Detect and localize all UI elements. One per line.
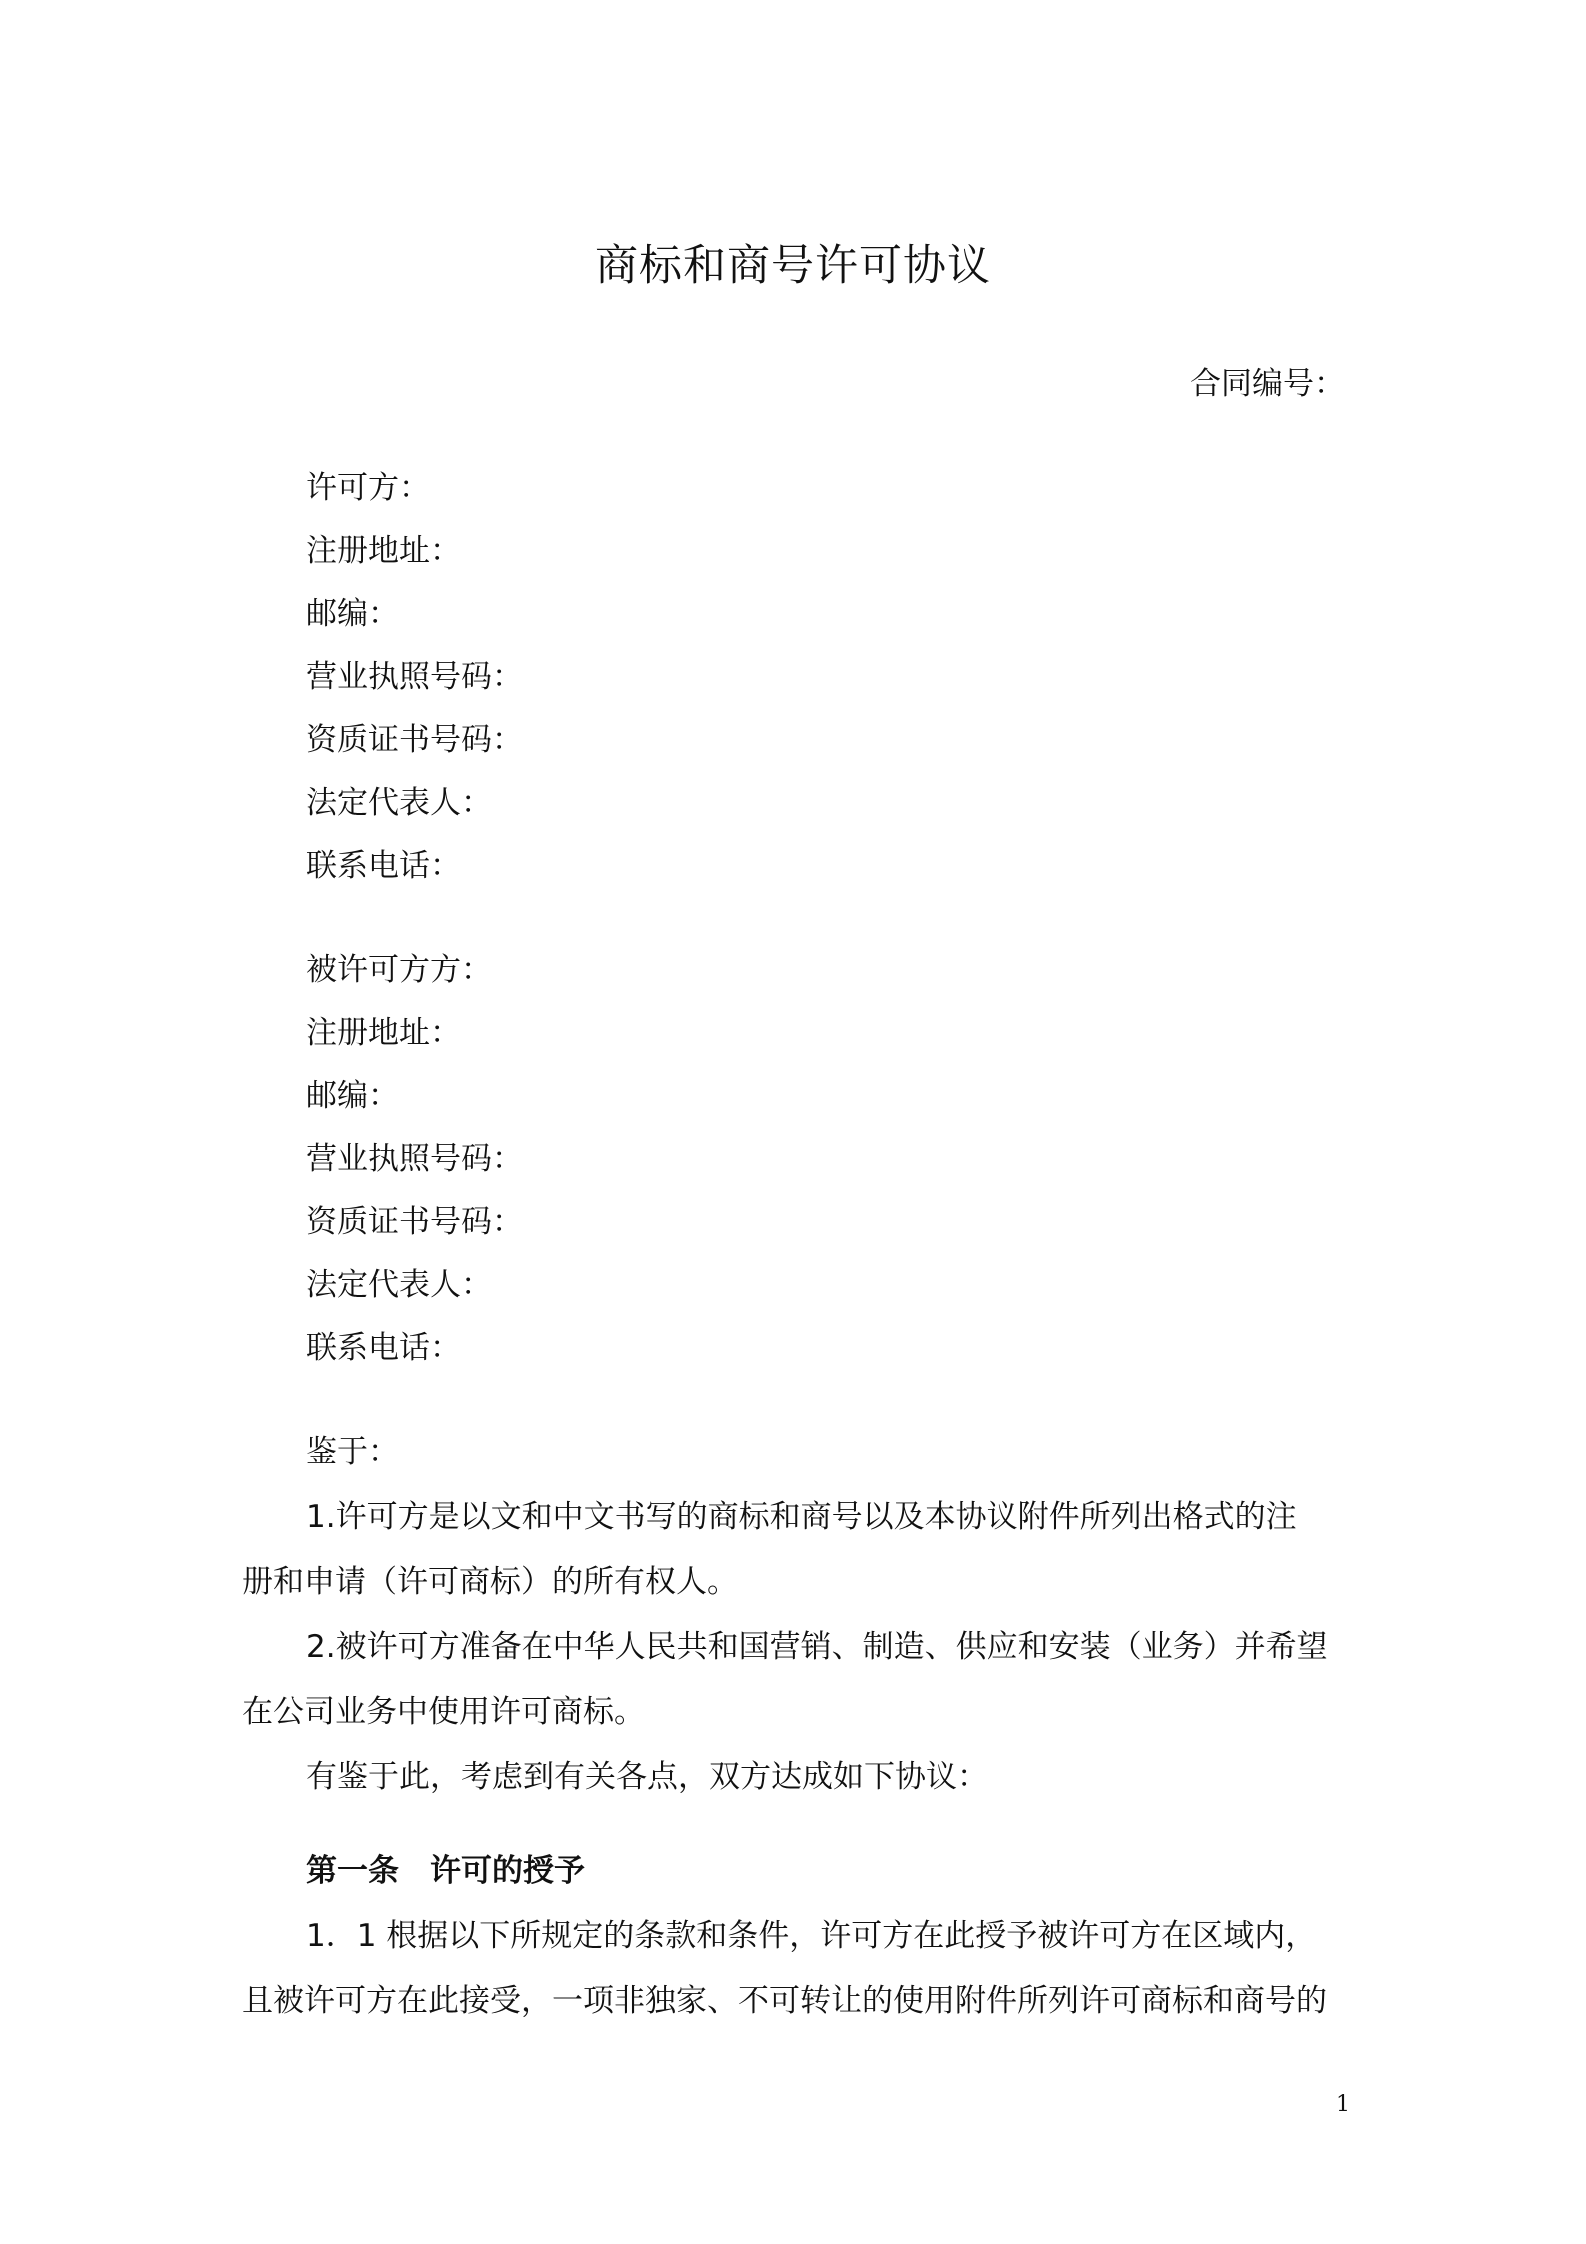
recital-2-line-1: 2.被许可方准备在中华人民共和国营销、制造、供应和安装（业务）并希望 (306, 1629, 1328, 1665)
licensor-party: 许可方： (306, 470, 430, 506)
article-1-heading: 第一条 许可的授予 (306, 1853, 585, 1889)
licensee-address: 注册地址： (306, 1015, 461, 1051)
licensor-address: 注册地址： (306, 533, 461, 569)
licensor-legal-rep: 法定代表人： (306, 785, 492, 821)
licensee-license-no: 营业执照号码： (306, 1141, 523, 1177)
recitals-heading: 鉴于： (306, 1434, 399, 1470)
licensor-phone: 联系电话： (306, 848, 461, 884)
licensee-cert-no: 资质证书号码： (306, 1204, 523, 1240)
licensee-legal-rep: 法定代表人： (306, 1267, 492, 1303)
page-number: 1 (1336, 2092, 1350, 2117)
article-1-clause-line-1: 1．1 根据以下所规定的条款和条件，许可方在此授予被许可方在区域内， (306, 1918, 1317, 1954)
licensee-postcode: 邮编： (306, 1078, 399, 1114)
recital-2-line-2: 在公司业务中使用许可商标。 (242, 1694, 645, 1730)
licensor-license-no: 营业执照号码： (306, 659, 523, 695)
licensor-cert-no: 资质证书号码： (306, 722, 523, 758)
licensee-phone: 联系电话： (306, 1330, 461, 1366)
licensee-party: 被许可方方： (306, 952, 492, 988)
recitals-conclusion: 有鉴于此，考虑到有关各点，双方达成如下协议： (306, 1759, 988, 1795)
contract-number-label: 合同编号： (1190, 366, 1345, 402)
article-1-clause-line-2: 且被许可方在此接受，一项非独家、不可转让的使用附件所列许可商标和商号的 (242, 1983, 1327, 2019)
document-title: 商标和商号许可协议 (595, 241, 991, 291)
recital-1-line-2: 册和申请（许可商标）的所有权人。 (242, 1564, 738, 1600)
recital-1-line-1: 1.许可方是以文和中文书写的商标和商号以及本协议附件所列出格式的注 (306, 1499, 1297, 1535)
licensor-postcode: 邮编： (306, 596, 399, 632)
